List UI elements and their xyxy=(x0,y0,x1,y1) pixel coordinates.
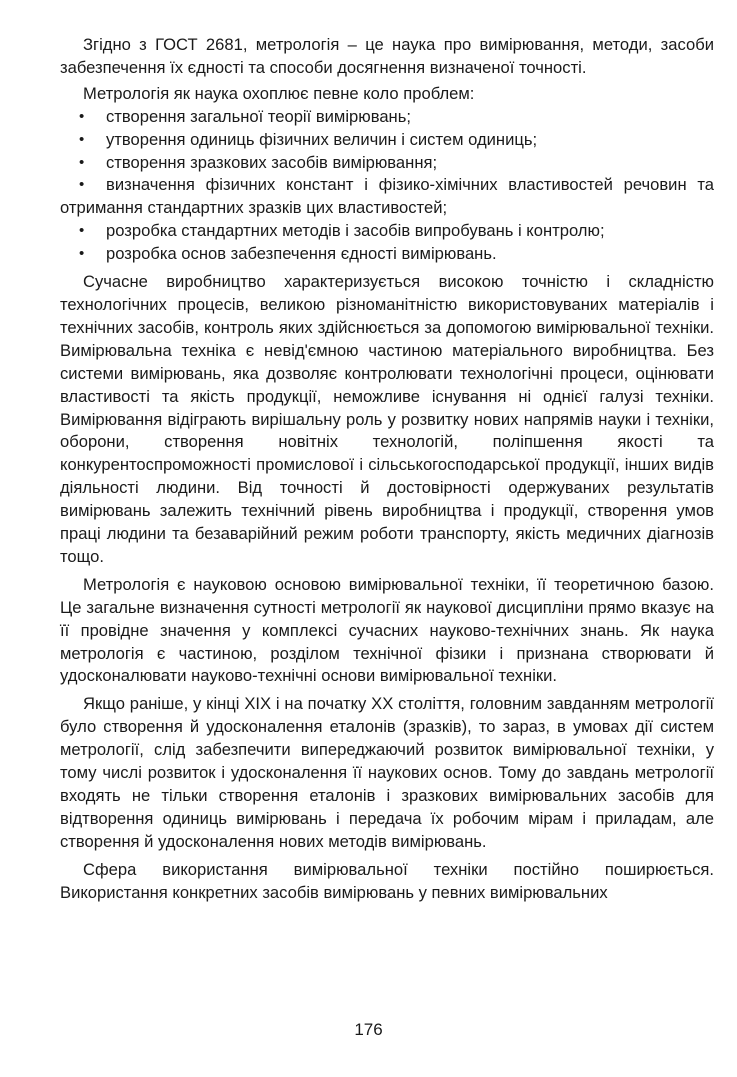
paragraph-measurement-scope: Сфера використання вимірювальної техніки постійно поширюється. Використання конкретних засобів вимірювань у певних вимірювальних xyxy=(60,859,714,902)
page-number: 176 xyxy=(354,1020,383,1039)
bullet-icon: • xyxy=(79,176,85,194)
page-body xyxy=(60,34,714,905)
list-item: • утворення одиниць фізичних величин і систем одиниць; xyxy=(60,129,714,152)
bullet-icon: • xyxy=(79,245,85,263)
list-item: • розробка стандартних методів і засобів випробувань і контролю; xyxy=(60,220,714,243)
paragraph-metrology-basis: Метрологія є науковою основою вимірювальної техніки, її теоретичною базою. Це загальне визначення сутності метрології як наукової дисципліни прямо вказує на її провідне значення у комплексі сучасних науково-технічних знань. Як наука метрологія є частиною, розділом технічної фізики і признана створювати й удосконалювати науково-технічні основи вимірювальної техніки. xyxy=(60,574,714,686)
paragraph-metrology-tasks: Якщо раніше, у кінці XIX і на початку XX століття, головним завданням метрології було створення й удосконалення еталонів (зразків), то зараз, в умовах дії систем метрології, слід забезпечити випереджаючий розвиток вимірювальної техніки, у тому числі розвиток і удосконалення її наукових основ. Тому до завдань метрології входять не тільки створення еталонів і зразкових вимірювальних засобів для відтворення одиниць вимірювань і передача їх робочим мірам і приладам, але створення й удосконалення нових методів вимірювань. xyxy=(60,694,714,851)
bullet-icon: • xyxy=(79,222,85,240)
list-item: • створення загальної теорії вимірювань; xyxy=(60,106,714,129)
list-item: • створення зразкових засобів вимірювання; xyxy=(60,152,714,175)
paragraph-problems-intro: Метрологія як наука охоплює певне коло проблем: xyxy=(83,83,475,103)
bullet-icon: • xyxy=(79,153,85,171)
list-item: • розробка основ забезпечення єдності вимірювань. xyxy=(60,243,714,266)
problems-list xyxy=(60,106,714,266)
bullet-icon: • xyxy=(79,107,85,125)
paragraph-modern-production: Сучасне виробництво характеризується високою точністю і складністю технологічних процесів, великою різноманітністю використовуваних матеріалів і технічних засобів, контроль яких здійснюється за допомогою вимірювальної техніки. Вимірювальна техніка є невід'ємною частиною матеріального виробництва. Без системи вимірювань, яка дозволяє контролювати технологічні процеси, оцінювати властивості та якість продукції, неможливе існування ні однієї галузі техніки. Вимірювання відіграють вирішальну роль у розвитку нових напрямів науки і техніки, оборони, створення новітніх технологій, поліпшення якості та конкурентоспроможності промислової і сільськогосподарської продукції, інших видів діяльності людини. Від точності й достовірності одержуваних результатів вимірювань залежить технічний рівень виробництва і продукції, створення умов праці людини та безаварійний режим роботи транспорту, якість медичних діагнозів тощо. xyxy=(60,272,714,566)
list-item: • визначення фізичних констант і фізико-хімічних властивостей речовин та отримання стандартних зразків цих властивостей; xyxy=(60,175,714,218)
bullet-icon: • xyxy=(79,130,85,148)
paragraph-gost-definition: Згідно з ГОСТ 2681, метрологія – це наука про вимірювання, методи, засоби забезпечення їх єдності та способи досягнення визначеної точності. xyxy=(60,35,714,77)
